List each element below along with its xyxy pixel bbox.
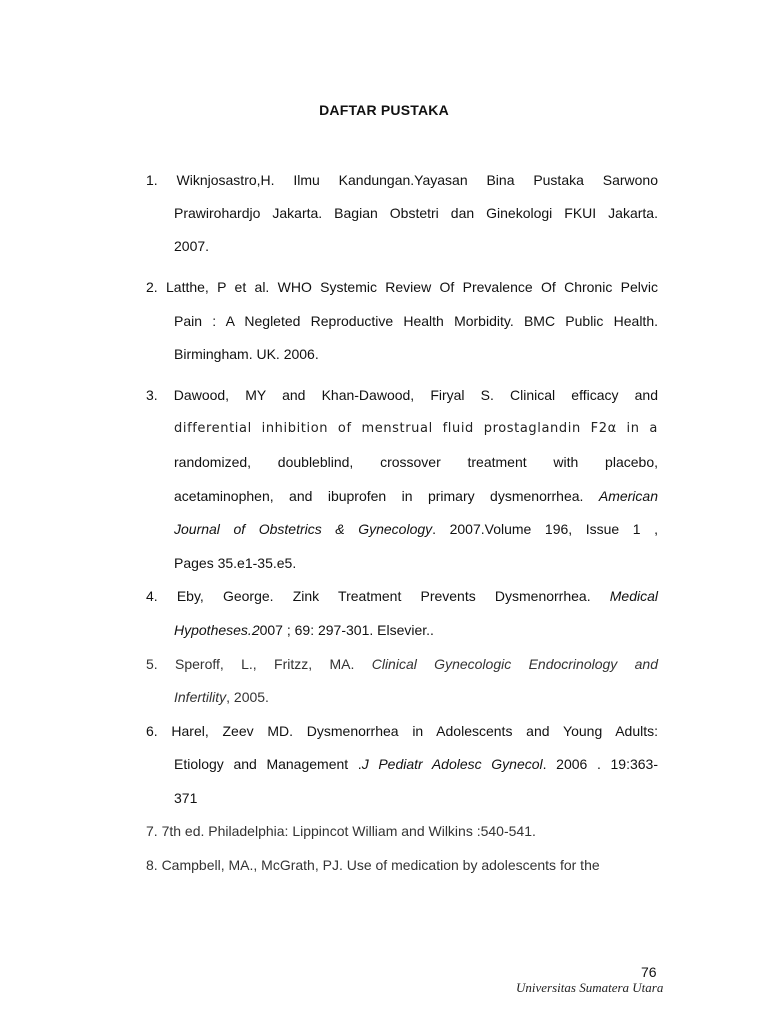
page-number: 76 bbox=[641, 964, 657, 980]
reference-6-volume: . 2006 . 19:363- bbox=[542, 756, 658, 772]
reference-5-line-1 bbox=[146, 654, 658, 674]
reference-3-journal-part-2: Journal of Obstetrics & Gynecology bbox=[174, 521, 433, 537]
reference-3-line-5 bbox=[174, 519, 658, 539]
reference-7-line-1: 7. 7th ed. Philadelphia: Lippincot William and Wilkins :540-541. bbox=[146, 823, 536, 839]
reference-4-line-2 bbox=[174, 620, 658, 640]
reference-5-year: , 2005. bbox=[226, 689, 269, 705]
reference-1-line-3: 2007. bbox=[174, 238, 210, 254]
reference-3-journal-part-1: American bbox=[598, 488, 658, 504]
reference-3-line-6: Pages 35.e1-35.e5. bbox=[174, 555, 297, 571]
university-footer: Universitas Sumatera Utara bbox=[516, 980, 664, 995]
page-title: DAFTAR PUSTAKA bbox=[319, 102, 449, 118]
reference-5-book-title-part-1: Clinical Gynecologic Endocrinology and bbox=[371, 656, 658, 672]
reference-1-line-1: 1. Wiknjosastro,H. Ilmu Kandungan.Yayasan Bina Pustaka Sarwono bbox=[146, 172, 658, 188]
reference-3-volume: . 2007.Volume 196, Issue 1 , bbox=[432, 521, 658, 537]
reference-1-line-2: Prawirohardjo Jakarta. Bagian Obstetri dan Ginekologi FKUI Jakarta. bbox=[174, 205, 658, 221]
reference-3-line-3: randomized, doubleblind, crossover treatment with placebo, bbox=[174, 454, 658, 470]
reference-6-line-2 bbox=[174, 754, 658, 774]
reference-5-book-title-part-2: Infertility bbox=[174, 689, 227, 705]
reference-4-journal-part-2: Hypotheses.2 bbox=[174, 622, 260, 638]
reference-2-line-2: Pain : A Negleted Reproductive Health Morbidity. BMC Public Health. bbox=[174, 313, 658, 329]
reference-4-line-1-text: 4. Eby, George. Zink Treatment Prevents Dysmenorrhea. bbox=[146, 588, 610, 604]
reference-4-details: 007 ; 69: 297-301. Elsevier.. bbox=[259, 622, 434, 638]
reference-6-line-3: 371 bbox=[174, 790, 198, 806]
reference-3-line-1: 3. Dawood, MY and Khan-Dawood, Firyal S. Clinical efficacy and bbox=[146, 387, 658, 403]
reference-6-title-end: Etiology and Management . bbox=[174, 756, 362, 772]
reference-5-authors: 5. Speroff, L., Fritzz, MA. bbox=[146, 656, 372, 672]
reference-4-journal-part-1: Medical bbox=[609, 588, 658, 604]
reference-6-journal: J Pediatr Adolesc Gynecol bbox=[361, 756, 543, 772]
reference-6-line-1: 6. Harel, Zeev MD. Dysmenorrhea in Adolescents and Young Adults: bbox=[146, 723, 658, 739]
reference-3-line-4-text: acetaminophen, and ibuprofen in primary dysmenorrhea. bbox=[174, 488, 599, 504]
reference-3-line-2: differential inhibition of menstrual fluid prostaglandin F2α in a bbox=[174, 421, 658, 436]
reference-2-line-1: 2. Latthe, P et al. WHO Systemic Review Of Prevalence Of Chronic Pelvic bbox=[146, 279, 658, 295]
reference-3-line-4 bbox=[174, 486, 658, 506]
reference-8-line-1: 8. Campbell, MA., McGrath, PJ. Use of medication by adolescents for the bbox=[146, 857, 600, 873]
reference-4-line-1 bbox=[146, 586, 658, 606]
reference-2-line-3: Birmingham. UK. 2006. bbox=[174, 346, 319, 362]
reference-5-line-2 bbox=[174, 687, 658, 707]
